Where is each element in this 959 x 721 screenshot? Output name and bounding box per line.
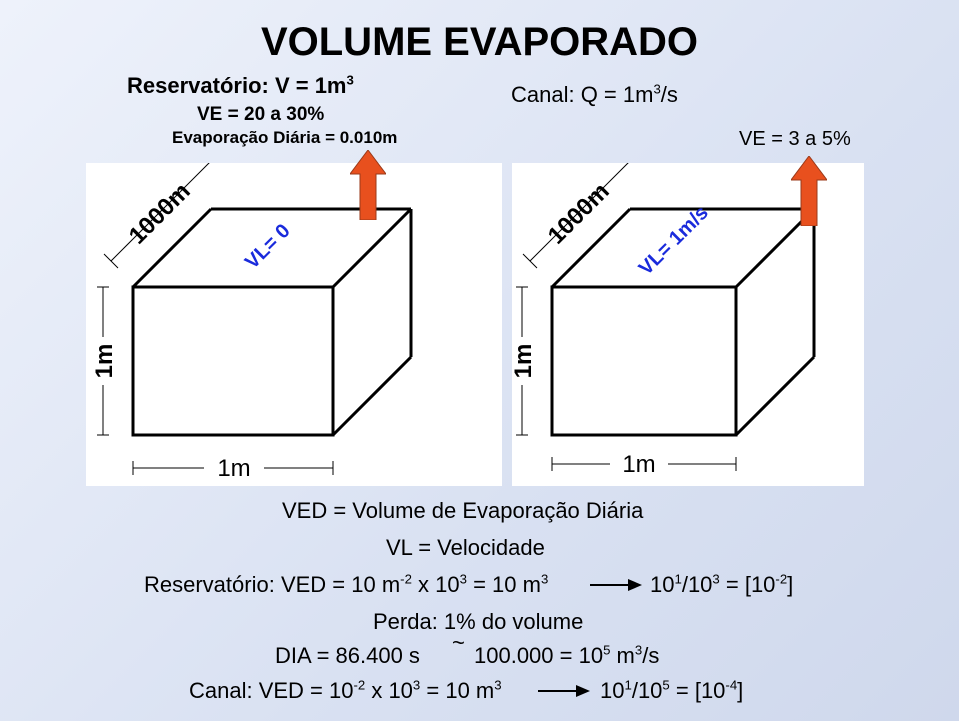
reservoir-length-label: 1000m — [123, 177, 196, 250]
canal-length-label: 1000m — [542, 177, 615, 250]
reservoir-heading-sup: 3 — [346, 72, 354, 88]
reservoir-result-r3: = [10 — [719, 572, 776, 597]
reservoir-calculation — [144, 572, 548, 598]
reservoir-diagram — [86, 163, 502, 486]
canal-calc-c-sup: 3 — [494, 677, 502, 693]
reservoir-diagram-svg — [86, 163, 502, 486]
reservoir-evaporation-arrow-icon — [350, 150, 386, 220]
canal-heading-tail: /s — [660, 82, 678, 107]
canal-result-r2: /10 — [631, 678, 663, 703]
reservoir-box-front — [133, 287, 333, 435]
canal-calculation — [189, 678, 502, 704]
dia-volume-c-sup: 3 — [634, 642, 643, 658]
canal-calc-c: = 10 m — [420, 678, 495, 703]
reservoir-calc-b-sup: 3 — [459, 571, 467, 587]
reservoir-velocity-label: VL= 0 — [240, 219, 295, 274]
canal-calc-a: Canal: VED = 10 — [189, 678, 354, 703]
canal-velocity-label: VL= 1m/s — [634, 201, 713, 280]
definition-ved: VED = Volume de Evaporação Diária — [282, 498, 644, 523]
canal-result-r1-sup: 1 — [624, 677, 632, 693]
canal-heading-text: Canal: Q = 1m — [511, 82, 654, 107]
dia-volume — [474, 643, 659, 669]
reservoir-result-r3-sup: -2 — [775, 571, 788, 587]
reservoir-result-r1-sup: 1 — [674, 571, 682, 587]
canal-calc-b: x 10 — [365, 678, 413, 703]
dia-volume-c: m — [610, 643, 635, 668]
canal-result-r2-sup: 5 — [662, 677, 670, 693]
dia-seconds: DIA = 86.400 s — [275, 643, 420, 668]
reservoir-calc-c: = 10 m — [466, 572, 541, 597]
reservoir-result-r2: /10 — [681, 572, 713, 597]
page-title: VOLUME EVAPORADO — [260, 20, 699, 64]
canal-result-r3-sup: -4 — [725, 677, 738, 693]
reservoir-result-r1: 10 — [650, 572, 675, 597]
reservoir-calc-a-sup: -2 — [400, 571, 412, 587]
canal-result-r4: ] — [737, 678, 744, 703]
canal-result — [600, 678, 743, 704]
canal-calc-a-sup: -2 — [353, 677, 366, 693]
definition-vl: VL = Velocidade — [386, 535, 545, 560]
canal-box-front — [552, 287, 736, 435]
canal-result-r3: = [10 — [669, 678, 726, 703]
dia-volume-b-sup: 5 — [603, 642, 611, 658]
canal-evaporation-arrow-icon — [791, 156, 827, 226]
reservoir-evaporation: Evaporação Diária = 0.010m — [172, 128, 398, 147]
approx-symbol: ~ — [452, 630, 465, 655]
reservoir-result-r2-sup: 3 — [712, 571, 720, 587]
reservoir-result-r4: ] — [787, 572, 794, 597]
perda-line: Perda: 1% do volume — [373, 609, 584, 634]
canal-calc-b-sup: 3 — [412, 677, 421, 693]
dia-volume-d: /s — [642, 643, 660, 668]
reservoir-calc-b: x 10 — [411, 572, 460, 597]
canal-ve: VE = 3 a 5% — [739, 128, 851, 150]
reservoir-result — [650, 572, 793, 598]
canal-result-arrow-icon — [538, 681, 590, 701]
reservoir-ve: VE = 20 a 30% — [197, 104, 325, 125]
reservoir-height-label: 1m — [91, 343, 118, 379]
reservoir-width-label: 1m — [217, 455, 251, 482]
reservoir-heading-text: Reservatório: V = 1m — [127, 73, 347, 98]
canal-width-label: 1m — [622, 451, 656, 478]
canal-heading — [511, 82, 678, 108]
dia-volume-b: 100.000 = 10 — [474, 643, 604, 668]
reservoir-calc-c-sup: 3 — [540, 571, 549, 587]
reservoir-calc-a: Reservatório: VED = 10 m — [144, 572, 401, 597]
canal-heading-sup: 3 — [653, 81, 661, 97]
canal-height-label: 1m — [512, 343, 537, 379]
reservoir-result-arrow-icon — [590, 575, 642, 595]
canal-result-r1: 10 — [600, 678, 625, 703]
reservoir-heading — [127, 73, 354, 99]
